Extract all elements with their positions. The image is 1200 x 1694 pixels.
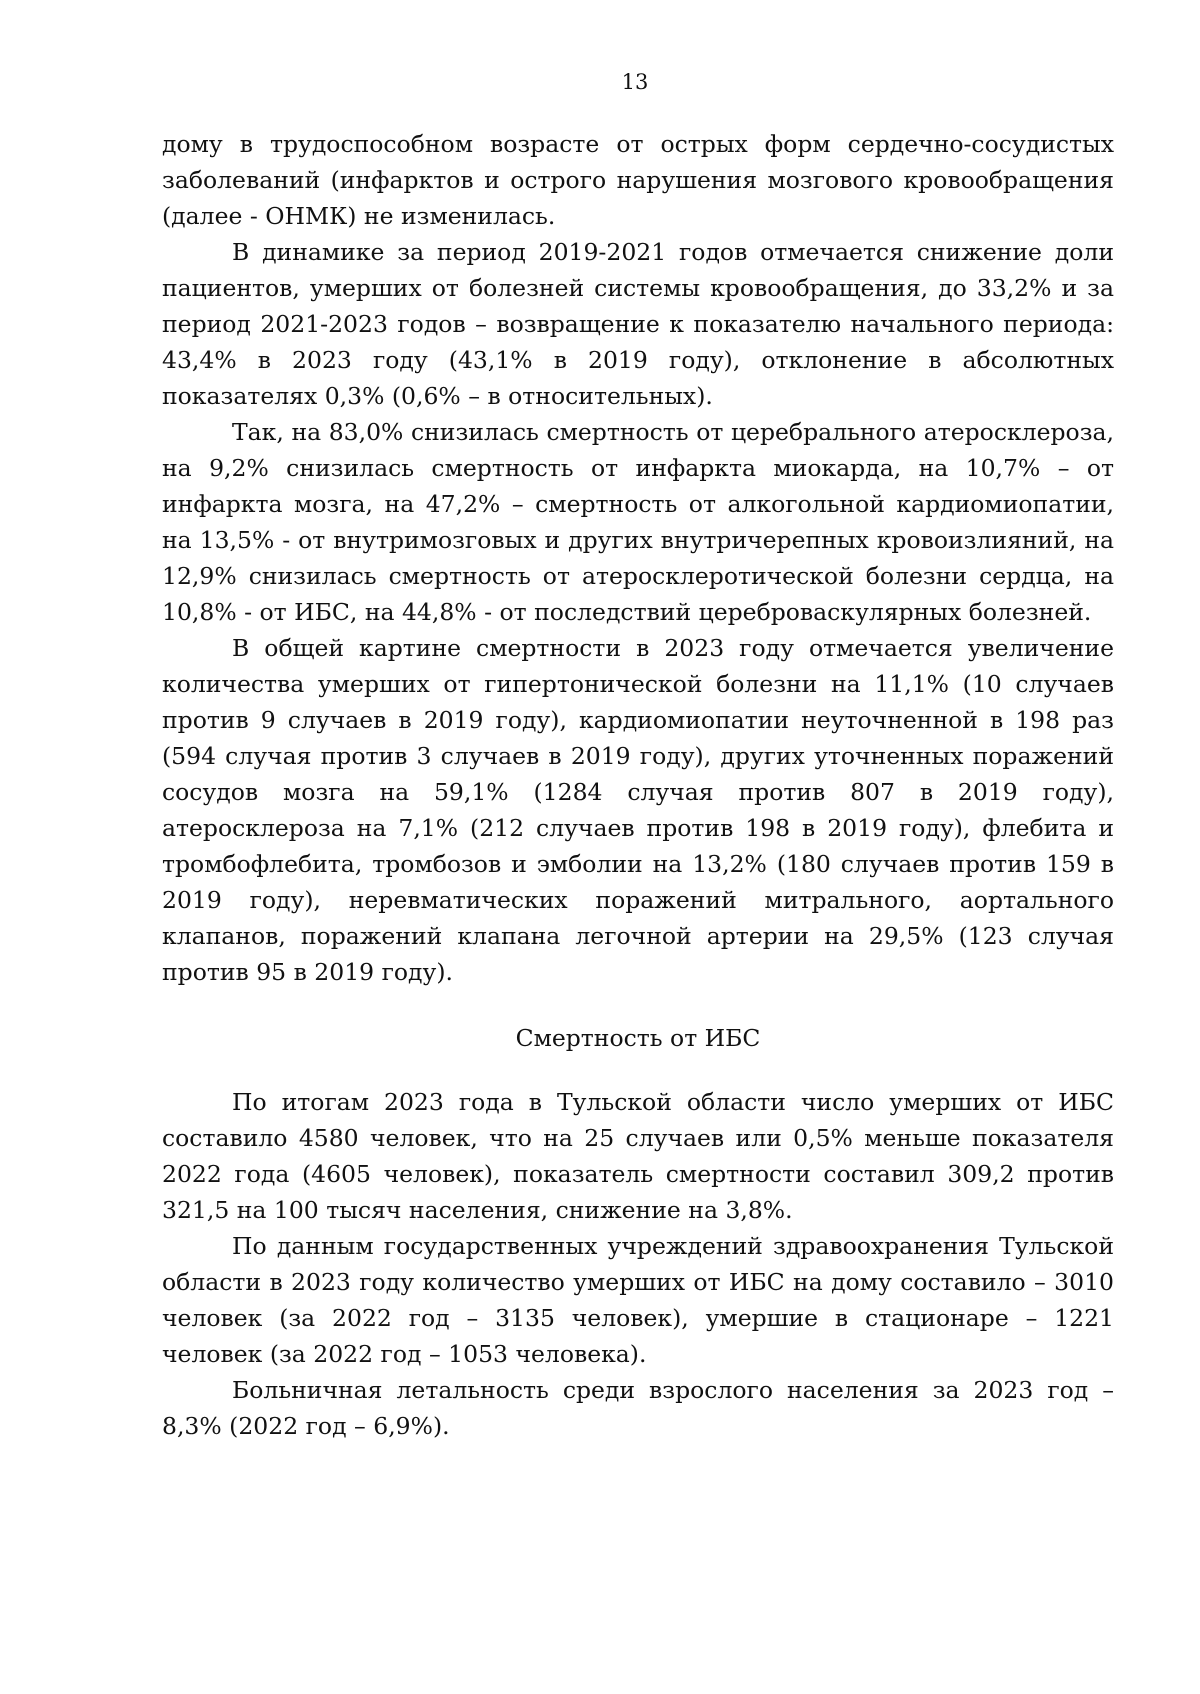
paragraph-hospital-lethality: Больничная летальность среди взрослого населения за 2023 год – 8,3% (2022 год – 6,9%). xyxy=(162,1376,1114,1440)
paragraph-ibs-totals: По итогам 2023 года в Тульской области число умерших от ИБС составило 4580 человек, что на 25 случаев или 0,5% меньше показателя 2022 года (4605 человек), показатель смертности составил 309,2 против 321,5 на 100 тысяч населения, снижение на 3,8%. xyxy=(162,1088,1114,1224)
paragraph-dynamics: В динамике за период 2019-2021 годов отмечается снижение доли пациентов, умерших от болезней системы кровообращения, до 33,2% и за период 2021-2023 годов – возвращение к показателю начального периода: 43,4% в 2023 году (43,1% в 2019 году), отклонение в абсолютных показателях 0,3% (0,6% – в относительных). xyxy=(162,238,1114,410)
paragraph-mortality-decrease: Так, на 83,0% снизилась смертность от церебрального атеросклероза, на 9,2% снизилась смертность от инфаркта миокарда, на 10,7% – от инфаркта мозга, на 47,2% – смертность от алкогольной кардиомиопатии, на 13,5% - от внутримозговых и других внутричерепных кровоизлияний, на 12,9% снизилась смертность от атеросклеротической болезни сердца, на 10,8% - от ИБС, на 44,8% - от последствий цереброваскулярных болезней. xyxy=(162,418,1114,626)
document-body xyxy=(162,126,1114,1444)
paragraph-ibs-institutions: По данным государственных учреждений здравоохранения Тульской области в 2023 году количество умерших от ИБС на дому составило – 3010 человек (за 2022 год – 3135 человек), умершие в стационаре – 1221 человек (за 2022 год – 1053 человека). xyxy=(162,1232,1114,1368)
page-number: 13 xyxy=(621,70,649,94)
paragraph-continuation: дому в трудоспособном возрасте от острых форм сердечно-сосудистых заболеваний (инфарктов и острого нарушения мозгового кровообращения (далее - ОНМК) не изменилась. xyxy=(162,130,1114,230)
paragraph-mortality-increase: В общей картине смертности в 2023 году отмечается увеличение количества умерших от гипертонической болезни на 11,1% (10 случаев против 9 случаев в 2019 году), кардиомиопатии неуточненной в 198 раз (594 случая против 3 случаев в 2019 году), других уточненных поражений сосудов мозга на 59,1% (1284 случая против 807 в 2019 году), атеросклероза на 7,1% (212 случаев против 198 в 2019 году), флебита и тромбофлебита, тромбозов и эмболии на 13,2% (180 случаев против 159 в 2019 году), неревматических поражений митрального, аортального клапанов, поражений клапана легочной артерии на 29,5% (123 случая против 95 в 2019 году). xyxy=(162,634,1114,986)
section-heading: Смертность от ИБС xyxy=(515,1024,761,1052)
section-heading-wrap xyxy=(162,1020,1114,1056)
